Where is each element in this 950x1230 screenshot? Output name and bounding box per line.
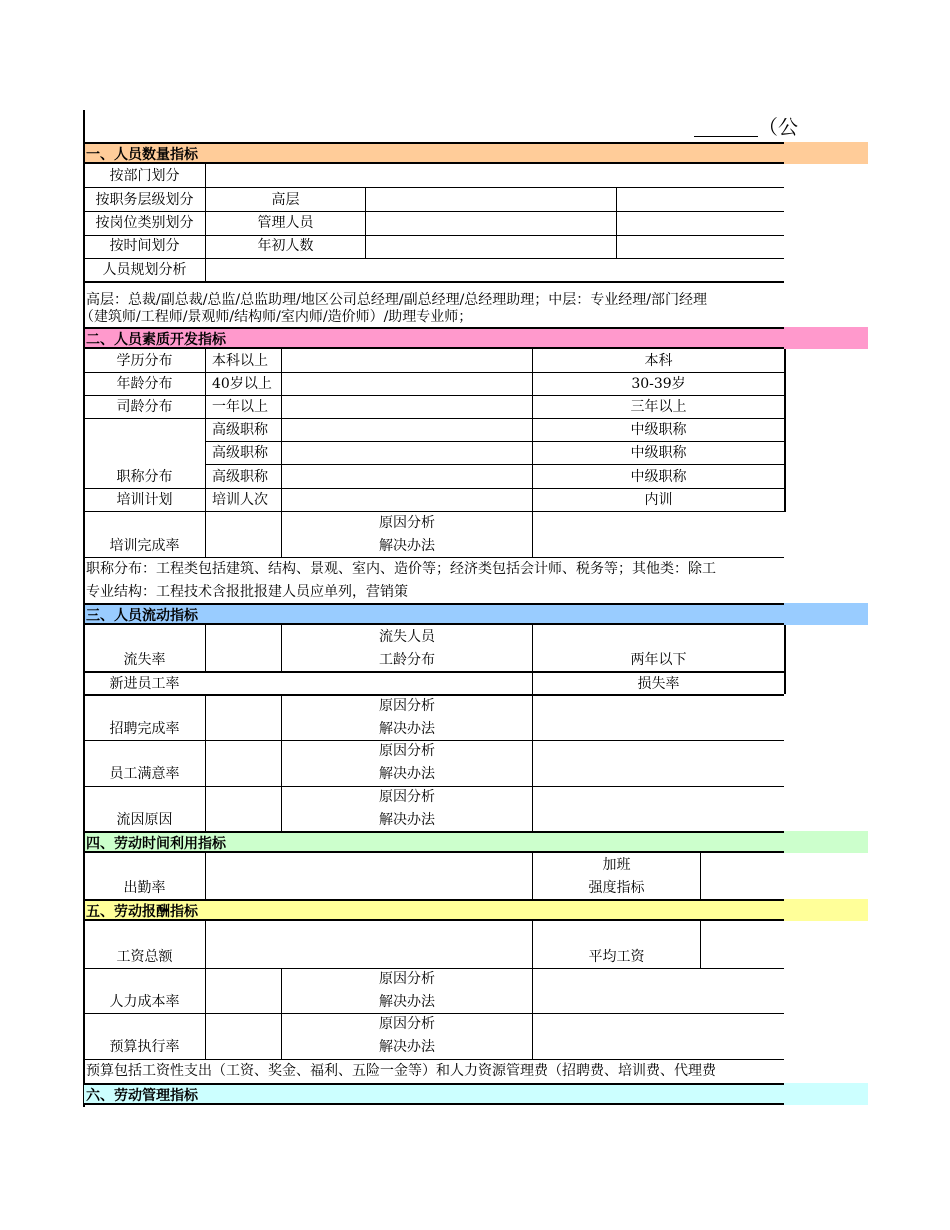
train-rate-label: 培训完成率 — [109, 538, 180, 554]
mid-title-2: 中级职称 — [630, 445, 687, 461]
s5-col3 — [532, 921, 533, 1059]
s1-note-1: 高层：总裁/副总裁/总监/总监助理/地区公司总经理/副总经理/总经理助理；中层：专业经理/部门经理 — [86, 292, 708, 308]
age-b: 30-39岁 — [631, 376, 686, 392]
total-wage-label: 工资总额 — [116, 949, 173, 965]
section-header-5-ext — [784, 899, 868, 921]
recruit-rate-label: 招聘完成率 — [109, 721, 180, 737]
train-cause: 原因分析 — [379, 515, 435, 531]
time-value: 年初人数 — [257, 238, 314, 254]
internal-training: 内训 — [644, 492, 673, 508]
mid-title-3: 中级职称 — [630, 469, 687, 485]
s2-row-line — [84, 557, 784, 558]
under-two-years: 两年以下 — [630, 652, 687, 668]
by-post-label: 按岗位类别划分 — [95, 215, 194, 231]
section-header-3-ext — [784, 603, 868, 625]
edu-a: 本科以上 — [212, 353, 268, 369]
train-times: 培训人次 — [212, 492, 268, 508]
satisfaction-label: 员工满意率 — [109, 766, 180, 782]
section-header-2: 二、人员素质开发指标 — [84, 327, 868, 349]
s3-row-line — [84, 671, 784, 673]
s3-right-border — [784, 625, 786, 694]
mid-title-1: 中级职称 — [630, 422, 687, 438]
satisfaction-cause: 原因分析 — [379, 743, 435, 759]
section-header-4-ext — [784, 831, 868, 853]
post-value: 管理人员 — [257, 215, 314, 231]
edu-label: 学历分布 — [116, 353, 173, 369]
section-header-3: 三、人员流动指标 — [84, 603, 868, 625]
section-header-1-ext — [784, 142, 868, 164]
loss-ratio-label: 损失率 — [637, 676, 680, 692]
page-title-fragment: （公 — [758, 115, 798, 139]
section-header-5: 五、劳动报酬指标 — [84, 899, 868, 921]
by-time-label: 按时间划分 — [109, 238, 180, 254]
outflow-cause: 原因分析 — [379, 789, 435, 805]
s5-note: 预算包括工资性支出（工资、奖金、福利、五险一金等）和人力资源管理费（招聘费、培训费、代理费 — [86, 1063, 716, 1079]
attendance-label: 出勤率 — [123, 880, 166, 896]
avg-wage-label: 平均工资 — [588, 949, 645, 965]
satisfaction-solution: 解决办法 — [379, 766, 435, 782]
s1-row-line — [84, 187, 784, 188]
s2-row-line — [206, 464, 784, 465]
s3-col1a — [205, 625, 206, 671]
loss-staff: 流失人员 — [379, 629, 435, 645]
hr-cost-cause: 原因分析 — [379, 971, 435, 987]
budget-cause: 原因分析 — [379, 1016, 435, 1032]
s4-col3 — [700, 853, 701, 899]
overtime-label-1: 加班 — [602, 857, 631, 873]
s2-note-1: 职称分布：工程类包括建筑、结构、景观、室内、造价等；经济类包括会计师、税务等；其他类：除工 — [86, 561, 716, 577]
s2-row-line — [206, 441, 784, 442]
s2-row-line — [84, 488, 784, 489]
train-solution: 解决办法 — [379, 538, 435, 554]
outflow-solution: 解决办法 — [379, 812, 435, 828]
recruit-solution: 解决办法 — [379, 721, 435, 737]
tenure-b: 三年以上 — [630, 399, 687, 415]
section-header-2-ext — [784, 327, 868, 349]
budget-solution: 解决办法 — [379, 1039, 435, 1055]
senior-title-1: 高级职称 — [212, 422, 268, 438]
senior-title-3: 高级职称 — [212, 469, 268, 485]
s3-col1b — [205, 694, 206, 831]
s5-col1 — [205, 921, 206, 1059]
new-rate-label: 新进员工率 — [109, 676, 180, 692]
s2-row-line — [84, 418, 784, 419]
s2-row-line — [84, 511, 784, 512]
s1-col2 — [365, 188, 366, 259]
s5-col4 — [700, 921, 701, 968]
train-plan-label: 培训计划 — [116, 492, 173, 508]
s5-row-line — [84, 1059, 784, 1060]
s1-row-line — [84, 258, 784, 259]
section-header-6: 六、劳动管理指标 — [84, 1083, 868, 1105]
tenure-label: 司龄分布 — [116, 399, 173, 415]
overtime-label-2: 强度指标 — [588, 880, 645, 896]
section-header-6-ext — [784, 1083, 868, 1105]
level-value: 高层 — [271, 192, 300, 208]
age-label: 年龄分布 — [116, 376, 173, 392]
s4-col1 — [205, 853, 206, 899]
outflow-label: 流因原因 — [116, 812, 173, 828]
s2-row-line — [84, 372, 784, 373]
recruit-cause: 原因分析 — [379, 698, 435, 714]
title-dist-label: 职称分布 — [116, 469, 173, 485]
tenure-dist: 工龄分布 — [379, 652, 435, 668]
by-level-label: 按职务层级划分 — [95, 192, 194, 208]
age-a: 40岁以上 — [212, 376, 272, 392]
tenure-a: 一年以上 — [212, 399, 268, 415]
s2-row-line — [84, 395, 784, 396]
loss-rate-label: 流失率 — [123, 652, 166, 668]
s2-note-2: 专业结构：工程技术含报批报建人员应单列，营销策 — [86, 584, 408, 600]
section-header-1: 一、人员数量指标 — [84, 142, 868, 164]
title-underline — [694, 114, 758, 137]
edu-b: 本科 — [644, 353, 673, 369]
left-border-top — [83, 110, 85, 142]
s2-right-border — [784, 349, 786, 512]
section-header-4: 四、劳动时间利用指标 — [84, 831, 868, 853]
s1-row-line — [84, 211, 784, 212]
s1-row-line — [84, 281, 784, 283]
s3-left-border — [83, 603, 85, 832]
hr-cost-label: 人力成本率 — [109, 994, 180, 1010]
hr-cost-solution: 解决办法 — [379, 994, 435, 1010]
senior-title-2: 高级职称 — [212, 445, 268, 461]
s1-note-2: （建筑师/工程师/景观师/结构师/室内师/造价师）/助理专业师； — [80, 309, 473, 325]
budget-label: 预算执行率 — [109, 1039, 180, 1055]
s1-col3 — [616, 188, 617, 259]
s2-col1 — [205, 349, 206, 557]
planning-label: 人员规划分析 — [102, 262, 187, 278]
by-dept-label: 按部门划分 — [109, 168, 180, 184]
